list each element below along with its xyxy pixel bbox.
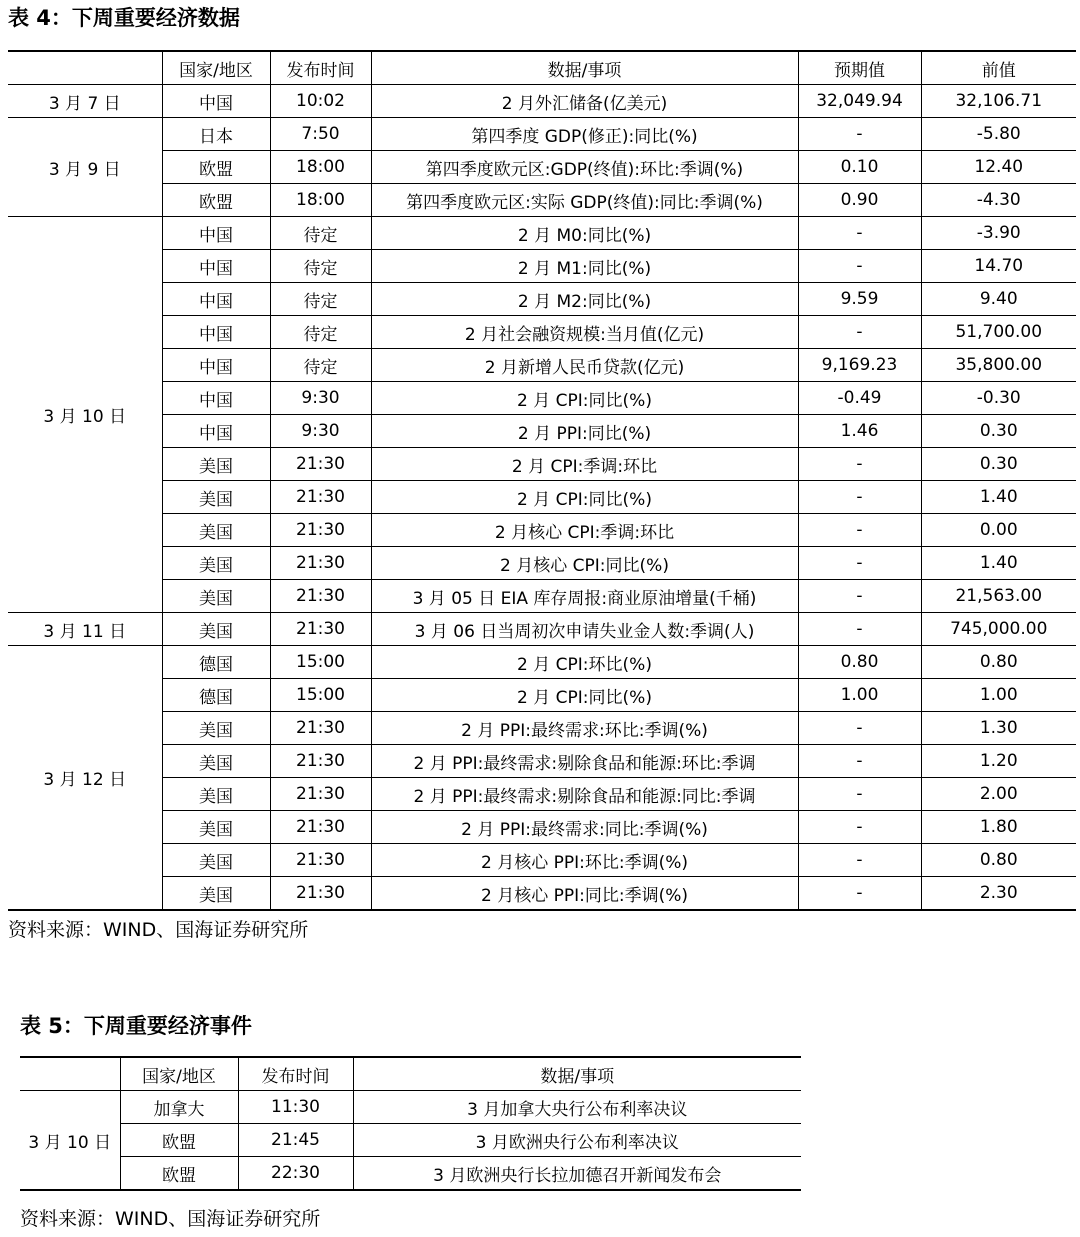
table-row: [8, 85, 1076, 118]
table-cell: -: [798, 217, 921, 250]
column-header: 预期值: [798, 51, 921, 85]
date-cell: 3 月 12 日: [8, 646, 162, 911]
table-cell: 2 月 M0:同比(%): [371, 217, 798, 250]
table-cell: 9:30: [270, 415, 371, 448]
table-cell: 0.80: [921, 844, 1076, 877]
table-cell: 中国: [162, 415, 270, 448]
table-cell: 21:30: [270, 811, 371, 844]
table-cell: 美国: [162, 547, 270, 580]
table-cell: 21:30: [270, 745, 371, 778]
date-cell: 3 月 7 日: [8, 85, 162, 118]
table-cell: 2 月 M1:同比(%): [371, 250, 798, 283]
table-cell: 0.30: [921, 415, 1076, 448]
table-row: [8, 580, 1076, 613]
table-cell: -5.80: [921, 118, 1076, 151]
table-row: [8, 415, 1076, 448]
table-cell: 中国: [162, 85, 270, 118]
table-row: [8, 151, 1076, 184]
table-cell: 2 月外汇储备(亿美元): [371, 85, 798, 118]
table-cell: 22:30: [238, 1157, 353, 1191]
table-cell: 21:30: [270, 877, 371, 911]
table-cell: -: [798, 745, 921, 778]
table-cell: 中国: [162, 316, 270, 349]
table-cell: 2 月 CPI:同比(%): [371, 481, 798, 514]
date-cell: 3 月 10 日: [8, 217, 162, 613]
table-cell: 3 月 06 日当周初次申请失业金人数:季调(人): [371, 613, 798, 646]
table-cell: 21:30: [270, 613, 371, 646]
table-cell: 美国: [162, 877, 270, 911]
table-cell: 0.30: [921, 448, 1076, 481]
table-cell: 21:45: [238, 1124, 353, 1157]
table-row: [8, 712, 1076, 745]
table-row: [8, 250, 1076, 283]
table-cell: 2 月 CPI:同比(%): [371, 382, 798, 415]
table-cell: -: [798, 514, 921, 547]
table-cell: 1.40: [921, 547, 1076, 580]
column-header: [8, 51, 162, 85]
column-header: 数据/事项: [371, 51, 798, 85]
table-cell: 14.70: [921, 250, 1076, 283]
table-cell: 2 月 CPI:季调:环比: [371, 448, 798, 481]
table-cell: 加拿大: [120, 1091, 238, 1124]
column-header: 数据/事项: [353, 1057, 801, 1091]
table-cell: 中国: [162, 349, 270, 382]
table-cell: 21:30: [270, 481, 371, 514]
table-cell: 0.80: [798, 646, 921, 679]
table-row: [8, 481, 1076, 514]
table-cell: 32,049.94: [798, 85, 921, 118]
table-cell: -: [798, 118, 921, 151]
table-row: [8, 745, 1076, 778]
table-cell: 3 月 05 日 EIA 库存周报:商业原油增量(千桶): [371, 580, 798, 613]
table-cell: -0.49: [798, 382, 921, 415]
table-cell: 美国: [162, 514, 270, 547]
table-cell: 10:02: [270, 85, 371, 118]
table-cell: 中国: [162, 250, 270, 283]
table-cell: 日本: [162, 118, 270, 151]
table-cell: 德国: [162, 646, 270, 679]
table-cell: 第四季度欧元区:GDP(终值):环比:季调(%): [371, 151, 798, 184]
table-row: [20, 1091, 801, 1124]
table-cell: 1.80: [921, 811, 1076, 844]
table-cell: 1.46: [798, 415, 921, 448]
table-cell: 3 月欧洲央行长拉加德召开新闻发布会: [353, 1157, 801, 1191]
table-cell: 18:00: [270, 151, 371, 184]
table-cell: -: [798, 613, 921, 646]
table-cell: 2 月 PPI:同比(%): [371, 415, 798, 448]
table-cell: 2 月 PPI:最终需求:同比:季调(%): [371, 811, 798, 844]
table-row: [8, 646, 1076, 679]
table5-title: 表 5：下周重要经济事件: [20, 1014, 252, 1038]
table5-source-note: 资料来源：WIND、国海证券研究所: [20, 1208, 321, 1230]
date-cell: 3 月 10 日: [20, 1091, 120, 1191]
table-cell: -: [798, 316, 921, 349]
economic-data-table: [8, 50, 1076, 911]
table-cell: 1.00: [798, 679, 921, 712]
table-cell: -: [798, 580, 921, 613]
table-cell: 9.59: [798, 283, 921, 316]
table-cell: 欧盟: [120, 1157, 238, 1191]
table-row: [8, 118, 1076, 151]
table4-source-note: 资料来源：WIND、国海证券研究所: [8, 919, 309, 941]
table-cell: -0.30: [921, 382, 1076, 415]
table-cell: 美国: [162, 712, 270, 745]
table-cell: 2 月 M2:同比(%): [371, 283, 798, 316]
column-header: 国家/地区: [162, 51, 270, 85]
table-cell: -: [798, 844, 921, 877]
table-cell: 12.40: [921, 151, 1076, 184]
table-cell: 2 月 CPI:同比(%): [371, 679, 798, 712]
table-cell: 2 月 PPI:最终需求:剔除食品和能源:环比:季调: [371, 745, 798, 778]
table-cell: 美国: [162, 580, 270, 613]
table-cell: 2.00: [921, 778, 1076, 811]
table-cell: -3.90: [921, 217, 1076, 250]
table-cell: -: [798, 712, 921, 745]
table-cell: 32,106.71: [921, 85, 1076, 118]
table-cell: 欧盟: [120, 1124, 238, 1157]
header-row: [20, 1057, 801, 1091]
table-cell: 美国: [162, 778, 270, 811]
table-cell: 21:30: [270, 547, 371, 580]
economic-events-table: [20, 1056, 801, 1191]
table-row: [8, 382, 1076, 415]
table-cell: 11:30: [238, 1091, 353, 1124]
table-cell: 欧盟: [162, 184, 270, 217]
table-cell: 第四季度 GDP(修正):同比(%): [371, 118, 798, 151]
column-header: 前值: [921, 51, 1076, 85]
table-cell: 第四季度欧元区:实际 GDP(终值):同比:季调(%): [371, 184, 798, 217]
table-cell: 21:30: [270, 778, 371, 811]
column-header: 国家/地区: [120, 1057, 238, 1091]
table-cell: 1.00: [921, 679, 1076, 712]
table-cell: 15:00: [270, 646, 371, 679]
table-cell: 21:30: [270, 448, 371, 481]
table-row: [8, 316, 1076, 349]
table-row: [20, 1124, 801, 1157]
table-row: [8, 349, 1076, 382]
date-cell: 3 月 11 日: [8, 613, 162, 646]
table-row: [8, 547, 1076, 580]
table-row: [8, 184, 1076, 217]
table-cell: 美国: [162, 481, 270, 514]
table-cell: 中国: [162, 217, 270, 250]
table-cell: 1.30: [921, 712, 1076, 745]
table-row: [8, 811, 1076, 844]
table-cell: 2 月 PPI:最终需求:剔除食品和能源:同比:季调: [371, 778, 798, 811]
table-cell: 18:00: [270, 184, 371, 217]
table-cell: 0.00: [921, 514, 1076, 547]
table-cell: 35,800.00: [921, 349, 1076, 382]
table-cell: 9.40: [921, 283, 1076, 316]
table-cell: 0.80: [921, 646, 1076, 679]
table-cell: 9,169.23: [798, 349, 921, 382]
table-cell: 2 月核心 CPI:同比(%): [371, 547, 798, 580]
table-cell: 中国: [162, 283, 270, 316]
table-cell: -: [798, 547, 921, 580]
table-cell: 2 月核心 PPI:同比:季调(%): [371, 877, 798, 911]
table-cell: -: [798, 877, 921, 911]
column-header: 发布时间: [238, 1057, 353, 1091]
table-cell: 2 月 CPI:环比(%): [371, 646, 798, 679]
table-cell: -: [798, 811, 921, 844]
table-cell: 中国: [162, 382, 270, 415]
table-cell: 2 月社会融资规模:当月值(亿元): [371, 316, 798, 349]
table-cell: 待定: [270, 283, 371, 316]
table-cell: 51,700.00: [921, 316, 1076, 349]
table-cell: 1.20: [921, 745, 1076, 778]
table-row: [8, 514, 1076, 547]
table4-title: 表 4：下周重要经济数据: [8, 6, 240, 30]
table-cell: 待定: [270, 250, 371, 283]
table-cell: 待定: [270, 349, 371, 382]
table-cell: 2 月 PPI:最终需求:环比:季调(%): [371, 712, 798, 745]
table-cell: 美国: [162, 745, 270, 778]
table-cell: 0.90: [798, 184, 921, 217]
table-cell: 2 月核心 PPI:环比:季调(%): [371, 844, 798, 877]
table-cell: 21:30: [270, 580, 371, 613]
table-row: [20, 1157, 801, 1191]
table-row: [8, 778, 1076, 811]
table-row: [8, 679, 1076, 712]
table-cell: 2 月核心 CPI:季调:环比: [371, 514, 798, 547]
table-cell: 美国: [162, 811, 270, 844]
table-row: [8, 217, 1076, 250]
table-cell: 9:30: [270, 382, 371, 415]
column-header: [20, 1057, 120, 1091]
table-cell: 2.30: [921, 877, 1076, 911]
table-row: [8, 613, 1076, 646]
table-cell: 美国: [162, 844, 270, 877]
table-cell: -4.30: [921, 184, 1076, 217]
table-cell: 待定: [270, 316, 371, 349]
table-cell: 21:30: [270, 844, 371, 877]
table-cell: 21:30: [270, 712, 371, 745]
table-cell: 美国: [162, 613, 270, 646]
column-header: 发布时间: [270, 51, 371, 85]
table-cell: -: [798, 778, 921, 811]
table-cell: 欧盟: [162, 151, 270, 184]
table-cell: 3 月加拿大央行公布利率决议: [353, 1091, 801, 1124]
table-cell: 美国: [162, 448, 270, 481]
header-row: [8, 51, 1076, 85]
table-row: [8, 283, 1076, 316]
table-row: [8, 844, 1076, 877]
table-cell: 745,000.00: [921, 613, 1076, 646]
table-cell: 1.40: [921, 481, 1076, 514]
table-cell: 3 月欧洲央行公布利率决议: [353, 1124, 801, 1157]
table-cell: 7:50: [270, 118, 371, 151]
table-cell: 0.10: [798, 151, 921, 184]
table-cell: -: [798, 448, 921, 481]
table-cell: 待定: [270, 217, 371, 250]
table-cell: -: [798, 481, 921, 514]
table-cell: 21,563.00: [921, 580, 1076, 613]
table-cell: 德国: [162, 679, 270, 712]
table-row: [8, 448, 1076, 481]
table-cell: 15:00: [270, 679, 371, 712]
date-cell: 3 月 9 日: [8, 118, 162, 217]
table-cell: 21:30: [270, 514, 371, 547]
table-row: [8, 877, 1076, 911]
table-cell: -: [798, 250, 921, 283]
table-cell: 2 月新增人民币贷款(亿元): [371, 349, 798, 382]
